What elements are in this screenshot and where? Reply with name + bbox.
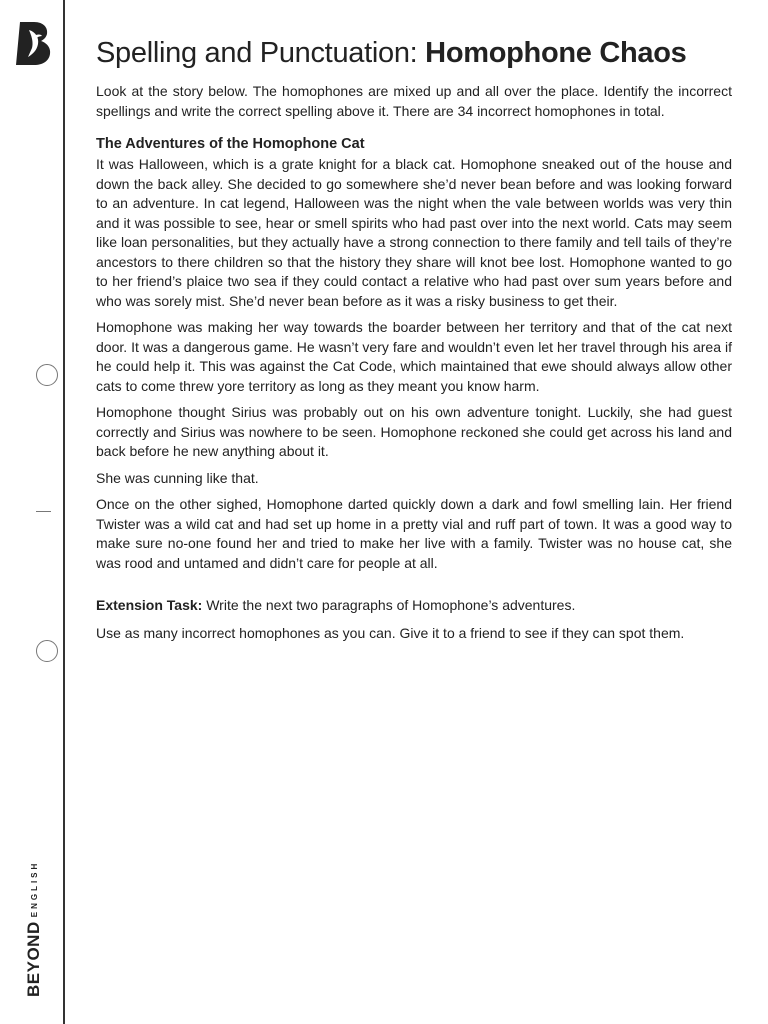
story-paragraph: Homophone was making her way towards the boarder between her territory and that of the cat next door. It was a dangerous game. He wasn’t very fare and wouldn’t even let her travel through his area if he could help it. This was against the Cat Code, which maintained that ewe should always allow other cats to come threw yore territory as long as they meant you know harm.	[96, 319, 732, 394]
fold-mark	[36, 511, 51, 512]
brand-word-english: ENGLISH	[30, 860, 39, 918]
intro-instructions: Look at the story below. The homophones are mixed up and all over the place. Identify the incorrect spellings and write the correct spelling above it. There are 34 incorrect homophones in total.	[96, 83, 732, 119]
story-heading: The Adventures of the Homophone Cat	[96, 136, 365, 152]
story-paragraph: Homophone thought Sirius was probably out on his own adventure tonight. Luckily, she had guest correctly and Sirius was nowhere to be seen. Homophone reckoned she could get across his land and back before he new anything about it.	[96, 404, 732, 459]
worksheet-content	[96, 34, 732, 643]
margin-line	[63, 0, 65, 1024]
title-emphasis: Homophone Chaos	[425, 37, 687, 69]
story-paragraph: Once on the other sighed, Homophone darted quickly down a dark and fowl smelling lain. Her friend Twister was a wild cat and had set up home in a pretty vial and ruff part of town. It was a good way to make sure no-one found her and tried to make her live with a family. Twister was no house cat, she was rood and untamed and didn’t care for people at all.	[96, 496, 732, 571]
extension-label: Extension Task:	[96, 597, 203, 613]
extension-followup: Use as many incorrect homophones as you can. Give it to a friend to see if they can spot them.	[96, 624, 685, 641]
story-paragraph: It was Halloween, which is a grate knight for a black cat. Homophone sneaked out of the house and down the back alley. She decided to go somewhere she’d never bean before and was looking forward to an adventure. In cat legend, Halloween was the night when the vale between worlds was very thin and it was possible to see, hear or smell spirits who had past over into the next world. Cats may seem like loan personalities, but they actually have a strong connection to there family and tell tails of they’re ancestors to there children so that the history they share will knot bee lost. Homophone wanted to go to her friend’s plaice two sea if they could contact a relative who had past over sum years before and who was sorely mist. She’d never bean before as it was a risky business to get their.	[96, 156, 732, 309]
brand-word-beyond: BEYOND	[24, 921, 43, 997]
punch-hole	[36, 640, 58, 662]
punch-hole	[36, 364, 58, 386]
extension-text: Write the next two paragraphs of Homophone’s adventures.	[202, 597, 576, 613]
title-prefix: Spelling and Punctuation:	[96, 37, 426, 69]
beyond-logo-icon	[14, 20, 52, 66]
extension-task	[96, 596, 732, 616]
brand-wordmark	[24, 861, 44, 997]
story-paragraph: She was cunning like that.	[96, 469, 259, 486]
page-title	[96, 34, 732, 72]
